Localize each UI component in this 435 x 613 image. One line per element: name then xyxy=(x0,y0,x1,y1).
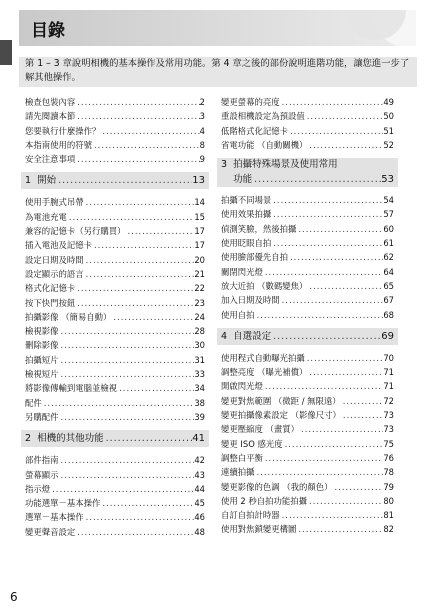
dot-leader xyxy=(296,522,383,536)
dot-leader xyxy=(255,308,384,322)
toc-entry-page: 67 xyxy=(383,295,394,306)
toc-entry[interactable] xyxy=(221,480,394,494)
toc-entry-page: 39 xyxy=(194,411,205,422)
toc-entry[interactable] xyxy=(221,522,394,536)
toc-entry-page: 30 xyxy=(194,340,205,351)
dot-leader xyxy=(92,238,194,252)
toc-entry-title: 變更聲音設定 xyxy=(25,526,76,537)
toc-entry-page: 72 xyxy=(383,395,394,406)
toc-entry[interactable] xyxy=(221,279,394,293)
toc-entry-page: 42 xyxy=(194,455,205,466)
intro-text: 第 1 – 3 章說明相機的基本操作及常用功能。第 4 章之後的部份說明進階功能，讓您進一步了解其他操作。 xyxy=(19,57,417,87)
dot-leader xyxy=(59,468,195,482)
toc-entry-title: 開啟閃光燈 xyxy=(221,381,263,392)
toc-entry-page: 51 xyxy=(383,125,394,136)
toc-entry-title: 拍攝影像 （簡易自動） xyxy=(25,311,112,322)
dot-leader xyxy=(307,279,383,293)
toc-entry-page: 43 xyxy=(194,469,205,480)
dot-leader xyxy=(305,351,384,365)
dot-leader xyxy=(307,365,383,379)
chapter-1-list xyxy=(25,195,205,424)
toc-entry-title: 低階格式化記憶卡 xyxy=(221,125,288,136)
toc-entry-page: 81 xyxy=(383,510,394,521)
dot-leader xyxy=(50,482,194,496)
dot-leader xyxy=(271,193,383,207)
toc-entry[interactable] xyxy=(221,293,394,307)
chapter-4-list xyxy=(221,351,394,537)
toc-entry[interactable] xyxy=(25,510,205,524)
toc-entry-title: 拍攝短片 xyxy=(25,354,59,365)
dot-leader xyxy=(271,207,383,221)
toc-entry[interactable] xyxy=(25,238,205,252)
toc-entry-page: 73 xyxy=(383,424,394,435)
toc-entry-page: 17 xyxy=(194,240,205,251)
toc-entry[interactable] xyxy=(221,437,394,451)
toc-entry-page: 3 xyxy=(199,111,205,122)
toc-entry[interactable] xyxy=(221,138,394,152)
toc-entry-page: 70 xyxy=(383,352,394,363)
toc-entry-title: 變更壓縮度 （畫質） xyxy=(221,424,300,435)
dot-leader xyxy=(75,296,194,310)
toc-entry-page: 78 xyxy=(383,467,394,478)
toc-entry[interactable] xyxy=(221,494,394,508)
toc-entry[interactable] xyxy=(25,124,205,138)
toc-entry-page: 71 xyxy=(383,367,394,378)
toc-entry-page: 28 xyxy=(194,326,205,337)
toc-entry[interactable] xyxy=(25,496,205,510)
toc-entry[interactable] xyxy=(221,265,394,279)
toc-entry-page: 31 xyxy=(194,354,205,365)
toc-entry[interactable] xyxy=(221,250,394,264)
dot-leader xyxy=(255,465,384,479)
toc-entry[interactable] xyxy=(221,365,394,379)
dot-leader xyxy=(307,494,383,508)
dot-leader xyxy=(67,210,194,224)
toc-entry-page: 61 xyxy=(383,238,394,249)
toc-entry-title: 選單－基本操作 xyxy=(25,512,84,523)
dot-leader xyxy=(42,396,195,410)
toc-entry-page: 45 xyxy=(194,498,205,509)
toc-entry-page: 14 xyxy=(194,197,205,208)
toc-entry-title: 部件指南 xyxy=(25,455,59,466)
toc-entry-page: 49 xyxy=(383,97,394,107)
toc-entry[interactable] xyxy=(25,224,205,238)
toc-entry-title: 使用自拍 xyxy=(221,309,255,320)
toc-entry-title: 插入電池及記憶卡 xyxy=(25,240,92,251)
dot-leader xyxy=(117,381,194,395)
dot-leader xyxy=(341,408,383,422)
toc-entry-title: 刪除影像 xyxy=(25,340,59,351)
toc-entry[interactable] xyxy=(25,468,205,482)
toc-entry-page: 80 xyxy=(383,495,394,506)
dot-leader xyxy=(84,510,195,524)
dot-leader xyxy=(299,422,383,436)
toc-entry-page: 38 xyxy=(194,397,205,408)
dot-leader xyxy=(100,496,194,510)
toc-left-column xyxy=(25,95,205,539)
toc-entry-title: 按下快門按鈕 xyxy=(25,297,76,308)
toc-entry-title: 使用手腕式吊帶 xyxy=(25,197,84,208)
toc-entry[interactable] xyxy=(221,451,394,465)
toc-entry-page: 54 xyxy=(383,195,394,206)
dot-leader xyxy=(100,124,199,138)
dot-leader xyxy=(92,138,200,152)
toc-entry-page: 50 xyxy=(383,111,394,122)
dot-leader xyxy=(263,379,383,393)
toc-entry-title: 為電池充電 xyxy=(25,211,67,222)
toc-entry-title: 請先閱讀本節 xyxy=(25,111,76,122)
toc-entry-title: 檢視短片 xyxy=(25,369,59,380)
toc-entry[interactable] xyxy=(25,525,205,539)
toc-entry-title: 檢視影像 xyxy=(25,326,59,337)
toc-entry[interactable] xyxy=(25,253,205,267)
toc-entry[interactable] xyxy=(25,367,205,381)
toc-entry[interactable] xyxy=(25,396,205,410)
toc-entry-page: 65 xyxy=(383,280,394,291)
dot-leader xyxy=(288,250,383,264)
toc-entry-title: 變更螢幕的亮度 xyxy=(221,97,280,107)
toc-entry-page: 82 xyxy=(383,524,394,535)
dot-leader xyxy=(280,95,384,109)
toc-entry-page: 24 xyxy=(194,311,205,322)
toc-entry-title: 調整亮度 （曝光補償） xyxy=(221,367,308,378)
toc-entry-title: 安全注意事項 xyxy=(25,154,76,165)
toc-entry-title: 您要執行什麼操作？ xyxy=(25,125,101,136)
toc-entry[interactable] xyxy=(25,453,205,467)
toc-entry[interactable] xyxy=(221,422,394,436)
toc-entry-page: 71 xyxy=(383,381,394,392)
toc-entry[interactable] xyxy=(25,310,205,324)
toc-entry-title: 放大近拍 （數碼變焦） xyxy=(221,280,308,291)
toc-entry-title: 功能選單－基本操作 xyxy=(25,498,101,509)
toc-entry-title: 關閉閃光燈 xyxy=(221,266,263,277)
toc-entry-title: 格式化記憶卡 xyxy=(25,283,76,294)
chapter-2-list xyxy=(25,453,205,539)
toc-entry-title: 使用效果拍攝 xyxy=(221,209,272,220)
chapter-4-heading[interactable]: 4 自選設定 ..... 69 xyxy=(217,328,398,345)
toc-entry-page: 21 xyxy=(194,268,205,279)
toc-entry[interactable] xyxy=(25,324,205,338)
toc-entry[interactable] xyxy=(25,410,205,424)
dot-leader xyxy=(59,353,195,367)
toc-entry-page: 48 xyxy=(194,526,205,537)
dot-leader xyxy=(84,253,195,267)
toc-entry-page: 34 xyxy=(194,383,205,394)
toc-entry[interactable] xyxy=(221,95,394,109)
toc-entry-page: 8 xyxy=(199,139,205,150)
toc-entry-title: 使用 2 秒自拍功能拍攝 xyxy=(221,495,308,506)
toc-entry-title: 設定日期及時間 xyxy=(25,254,84,265)
chapter-tab-marker xyxy=(0,40,12,65)
toc-entry-title: 變更拍攝像素設定 （影像尺寸） xyxy=(221,410,341,421)
toc-entry-title: 自訂自拍計時器 xyxy=(221,510,280,521)
toc-entry-title: 螢幕顯示 xyxy=(25,469,59,480)
dot-leader xyxy=(59,338,195,352)
toc-entry-title: 使用程式自動曝光拍攝 xyxy=(221,352,305,363)
dot-leader xyxy=(75,95,199,109)
dot-leader xyxy=(59,453,195,467)
toc-entry[interactable] xyxy=(221,351,394,365)
toc-entry[interactable] xyxy=(221,508,394,522)
dot-leader xyxy=(333,480,384,494)
toc-entry[interactable] xyxy=(25,296,205,310)
toc-entry-title: 連續拍攝 xyxy=(221,467,255,478)
dot-leader xyxy=(307,138,383,152)
dot-leader xyxy=(75,281,194,295)
toc-entry-page: 79 xyxy=(383,481,394,492)
dot-leader xyxy=(280,293,384,307)
chapter-2-heading[interactable]: 2 相機的其他功能 ..... 41 xyxy=(21,430,209,447)
toc-entry-title: 使用對焦鎖變更構圖 xyxy=(221,524,297,535)
dot-leader xyxy=(84,267,195,281)
toc-entry[interactable] xyxy=(221,222,394,236)
dot-leader xyxy=(84,195,195,209)
toc-entry[interactable] xyxy=(221,193,394,207)
toc-entry-title: 使用眨眼自拍 xyxy=(221,238,272,249)
header-decoration xyxy=(326,10,416,46)
toc-entry-title: 指示燈 xyxy=(25,483,51,494)
toc-entry[interactable] xyxy=(25,210,205,224)
toc-entry-title: 重設相機設定為預設值 xyxy=(221,111,305,122)
toc-entry-page: 20 xyxy=(194,254,205,265)
dot-leader xyxy=(288,124,383,138)
page-number: 6 xyxy=(10,590,18,604)
toc-entry-page: 15 xyxy=(194,211,205,222)
toc-entry-title: 本指南使用的符號 xyxy=(25,139,92,150)
toc-entry[interactable] xyxy=(25,95,205,109)
toc-entry-page: 60 xyxy=(383,223,394,234)
toc-entry-title: 兼容的記憶卡（另行購買） xyxy=(25,226,126,237)
dot-leader xyxy=(305,109,384,123)
toc-entry[interactable] xyxy=(25,353,205,367)
toc-entry-title: 拍攝不同場景 xyxy=(221,195,272,206)
toc-entry-title: 變更 ISO 感光度 xyxy=(221,438,283,449)
toc-entry-title: 設定顯示的語言 xyxy=(25,268,84,279)
toc-entry[interactable] xyxy=(221,394,394,408)
toc-entry[interactable] xyxy=(25,338,205,352)
toc-entry[interactable] xyxy=(25,195,205,209)
toc-entry-page: 52 xyxy=(383,139,394,150)
toc-entry-page: 76 xyxy=(383,452,394,463)
toc-entry[interactable] xyxy=(221,379,394,393)
dot-leader xyxy=(59,324,195,338)
toc-entry-page: 46 xyxy=(194,512,205,523)
chapter-1-heading[interactable]: 1 開始 ..... 13 xyxy=(21,172,209,189)
prelude-list xyxy=(25,95,205,166)
dot-leader xyxy=(111,310,194,324)
dot-leader xyxy=(341,394,384,408)
toc-entry[interactable] xyxy=(221,465,394,479)
toc-entry-page: 23 xyxy=(194,297,205,308)
dot-leader xyxy=(59,410,195,424)
toc-entry-title: 變更對焦範圍 （微距 / 無限遠） xyxy=(221,395,341,406)
toc-entry[interactable] xyxy=(25,482,205,496)
dot-leader xyxy=(75,109,199,123)
toc-entry[interactable] xyxy=(25,152,205,166)
toc-entry-title: 檢查包裝內容 xyxy=(25,97,76,107)
dot-leader xyxy=(75,525,194,539)
dot-leader xyxy=(126,224,195,238)
toc-entry-page: 2 xyxy=(199,97,205,107)
dot-leader xyxy=(263,265,383,279)
dot-leader xyxy=(280,508,384,522)
chapter-3-heading[interactable]: 3 拍攝特殊場景及使用常用 功能 ..... 53 xyxy=(217,158,398,187)
page-title: 目錄 xyxy=(31,21,65,41)
chapter-3-list xyxy=(221,193,394,322)
prelude-list-right xyxy=(221,95,394,152)
toc-entry-page: 33 xyxy=(194,369,205,380)
toc-entry[interactable] xyxy=(221,109,394,123)
toc-entry[interactable] xyxy=(25,267,205,281)
dot-leader xyxy=(75,152,199,166)
toc-entry-page: 17 xyxy=(194,226,205,237)
dot-leader xyxy=(283,437,384,451)
toc-entry-title: 變更影像的色調 （我的顏色） xyxy=(221,481,333,492)
toc-entry-page: 73 xyxy=(383,410,394,421)
dot-leader xyxy=(296,222,383,236)
toc-entry-page: 44 xyxy=(194,483,205,494)
toc-entry[interactable] xyxy=(221,308,394,322)
toc-entry-title: 使用臉部優先自拍 xyxy=(221,252,288,263)
toc-entry-title: 省電功能 （自動關機） xyxy=(221,139,308,150)
toc-entry-page: 64 xyxy=(383,266,394,277)
toc-entry[interactable] xyxy=(25,381,205,395)
toc-entry[interactable] xyxy=(221,236,394,250)
toc-entry[interactable] xyxy=(25,109,205,123)
toc-right-column xyxy=(221,95,394,537)
toc-entry[interactable] xyxy=(25,138,205,152)
toc-entry[interactable] xyxy=(25,281,205,295)
toc-entry[interactable] xyxy=(221,124,394,138)
toc-entry-page: 75 xyxy=(383,438,394,449)
toc-entry-page: 57 xyxy=(383,209,394,220)
toc-entry-page: 9 xyxy=(199,154,205,165)
toc-entry[interactable] xyxy=(221,408,394,422)
dot-leader xyxy=(271,236,383,250)
toc-entry-title: 另購配件 xyxy=(25,411,59,422)
dot-leader xyxy=(59,367,195,381)
toc-entry[interactable] xyxy=(221,207,394,221)
toc-entry-title: 加入日期及時間 xyxy=(221,295,280,306)
toc-entry-title: 配件 xyxy=(25,397,42,408)
toc-entry-page: 62 xyxy=(383,252,394,263)
toc-entry-page: 22 xyxy=(194,283,205,294)
toc-entry-title: 調整白平衡 xyxy=(221,452,263,463)
toc-entry-title: 將影像傳輸到電腦並檢視 xyxy=(25,383,118,394)
dot-leader xyxy=(263,451,383,465)
toc-entry-title: 偵測笑臉，然後拍攝 xyxy=(221,223,297,234)
page-header xyxy=(19,10,416,46)
toc-entry-page: 68 xyxy=(383,309,394,320)
toc-entry-page: 4 xyxy=(199,125,205,136)
